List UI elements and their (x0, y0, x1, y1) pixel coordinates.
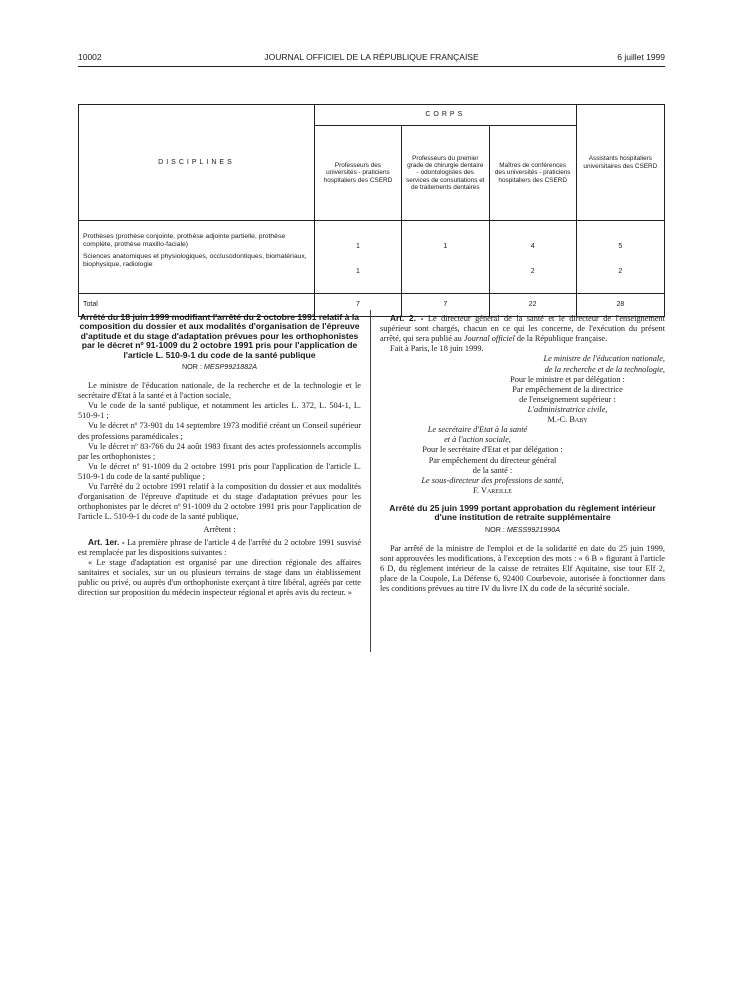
table-cell: 2 (618, 267, 623, 275)
signatory-1-line: de l'enseignement supérieur : (519, 394, 616, 404)
table-row (83, 233, 310, 250)
column-header-3: Maîtres de conférences des universités - praticiens hospitaliers des CSERD (489, 126, 576, 221)
total-cell: 7 (314, 294, 401, 317)
visa-item: Vu le décret nº 83-766 du 24 août 1983 fixant des actes professionnels accomplis par les orthophonistes ; (78, 441, 361, 461)
row-label: Sciences anatomiques et physiologiques, occlusodontiques, biomatériaux, biophysique, radiologie (83, 252, 307, 269)
corps-header: CORPS (314, 105, 576, 126)
nor-2-reference (380, 526, 665, 535)
total-label: Total (79, 294, 315, 317)
article-1-quote: « Le stage d'adaptation est organisé par une direction régionale des affaires sanitaires et sociales, sur un ou plusieurs terrains de stage dans un établissement public ou privé, ou auprès d'un orthophoniste exerçant à titre libéral, agréés par cette direction sur proposition du médecin inspecteur régional et après avis du recteur. » (78, 557, 361, 598)
table-column-2 (401, 221, 489, 294)
table-column-4 (576, 221, 664, 294)
column-divider (370, 310, 371, 652)
signatory-1-title-a-text: Le ministre de l'éducation nationale, (543, 354, 665, 364)
page-header (78, 52, 665, 66)
signatory-2-title-a-text: Le secrétaire d'Etat à la santé (427, 425, 528, 435)
signatory-2-role-text: Le sous-directeur des professions de santé, (421, 475, 564, 485)
nor-code: MESP9921882A (203, 362, 258, 372)
signatory-2-title-b-text: et à l'action sociale, (444, 435, 511, 445)
signatory-1-title-b (380, 365, 665, 375)
signatory-1-line: Par empêchement de la directrice (512, 384, 623, 394)
nor-2-label: NOR : (484, 524, 507, 534)
disciplines-table (78, 104, 665, 317)
row-label: Prothèses (prothèse conjointe, prothèse adjointe partielle, prothèse complète, prothèse maxillo-faciale) (83, 233, 286, 249)
signatory-2-title-a (380, 425, 665, 435)
visa-item: Vu le décret nº 73-901 du 14 septembre 1973 modifié créant un Conseil supérieur des professions paramédicales ; (78, 421, 361, 441)
page-number: 10002 (78, 52, 102, 62)
visa-item: Vu le décret nº 91-1009 du 2 octobre 1991 pris pour l'application de l'article L. 510-9-1 du code de la santé publique ; (78, 461, 361, 482)
decree-2-body: Par arrêté de la ministre de l'emploi et de la solidarité en date du 25 juin 1999, sont approuvées les modifications, à l'exception des mots : « 6 B » figurant à l'article 6 D, du règlement intérieur de la caisse de retraites Elf Aquitaine, sise tour Elf 2, place de la Coupole, La Défense 6, 92400 Courbevoie, autorisée à fonctionner dans les conditions prévues au titre IV du livre IX du code de la sécurité sociale. (380, 543, 665, 594)
disciplines-header: DISCIPLINES (79, 105, 315, 221)
signatory-2-line: Pour le secrétaire d'Etat et par délégation : (422, 445, 563, 455)
signatory-2-name-text: F. Vareille (473, 485, 512, 495)
visa-item: Vu le code de la santé publique, et notamment les articles L. 372, L. 504-1, L. 510-9-1 ; (78, 401, 361, 421)
decree-2-title: Arrêté du 25 juin 1999 portant approbation du règlement intérieur d'une institution de retraite supplémentaire (389, 502, 656, 523)
signatory-1-name-text: M.-C. Baby (547, 415, 588, 425)
journal-title: JOURNAL OFFICIEL DE LA RÉPUBLIQUE FRANÇAISE (264, 52, 479, 62)
signatory-2-line: Par empêchement du directeur général (428, 455, 557, 465)
column-header-1: Professeurs des universités - praticiens hospitaliers des CSERD (314, 126, 401, 221)
journal-name: Journal officiel (463, 334, 515, 344)
table-cell: 2 (530, 267, 535, 275)
signatory-1-role-text: L'administratrice civile, (527, 404, 608, 414)
table-cell: 5 (618, 243, 623, 250)
decree-title: Arrêté du 18 juin 1999 modifiant l'arrêté du 2 octobre 1991 relatif à la composition du dossier et aux modalités d'organisation de l'épreuve d'aptitude et du stage d'adaptation prévues pour les orthophonistes par le décret nº 91-1009 du 2 octobre 1991 pris pour l'application de l'article L. 510-9-1 du code de la santé publique (79, 312, 360, 360)
article-2-text-b: de la République française. (514, 334, 608, 344)
signatory-1-line: Pour le ministre et par délégation : (510, 374, 625, 384)
header-rule (78, 66, 665, 67)
left-column (78, 313, 361, 598)
table-cell: 1 (355, 267, 360, 275)
article-1-text: La première phrase de l'article 4 de l'arrêté du 2 octobre 1991 susvisé est remplacée par les dispositions suivantes : (78, 537, 362, 557)
column-header-2: Professeurs du premier grade de chirurgie dentaire - odontologistes des services de consultations et de traitements dentaires (401, 126, 489, 221)
signatory-2-name (380, 486, 665, 496)
right-column (380, 313, 665, 594)
signatory-1-title-b-text: de la recherche et de la technologie, (544, 364, 665, 374)
issue-date: 6 juillet 1999 (617, 52, 665, 62)
signatory-2-role (380, 476, 665, 486)
nor-2-code: MESS9921990A (506, 524, 561, 534)
total-cell: 28 (576, 294, 664, 317)
table-column-3 (489, 221, 576, 294)
article-2-text-a: Le directeur général de la santé et le directeur de l'enseignement supérieur sont chargés, chacun en ce qui les concerne, de l'exécution du présent arrêté, qui sera publié au (380, 314, 665, 344)
table-cell: 4 (530, 243, 535, 250)
signatory-1-title-a (380, 354, 665, 364)
total-cell: 22 (489, 294, 576, 317)
table-column-1 (314, 221, 401, 294)
table-cell: 1 (443, 243, 448, 250)
discipline-list (79, 221, 315, 294)
article-1-label: Art. 1er. - (88, 536, 125, 547)
table-cell: 1 (355, 243, 360, 250)
signatory-2-line: de la santé : (472, 465, 513, 475)
arretent-label: Arrêtent : (203, 524, 236, 534)
decree-intro: Le ministre de l'éducation nationale, de la recherche et de la technologie et le secrétaire d'Etat à la santé et à l'action sociale, (78, 381, 361, 401)
nor-reference (78, 363, 361, 372)
column-header-4: Assistants hospitaliers universitaires des CSERD (576, 105, 664, 221)
article-1 (78, 537, 361, 558)
visa-item: Vu l'arrêté du 2 octobre 1991 relatif à la composition du dossier et aux modalités d'organisation de l'épreuve d'aptitude et du stage d'adaptation prévues pour les orthophonistes par le décret nº 91-1009 du 2 octobre 1991 pris pour l'application de l'article L. 510-9-1 du code de la santé publique, (78, 482, 361, 522)
signatory-1-name (380, 415, 665, 425)
article-2-label: Art. 2. - (390, 313, 424, 323)
signatory-2-title-b (380, 435, 665, 445)
article-2 (380, 313, 665, 344)
signing-date: Fait à Paris, le 18 juin 1999. (390, 344, 484, 354)
total-cell: 7 (401, 294, 489, 317)
table-row (83, 253, 310, 270)
signatory-1-role (380, 405, 665, 415)
nor-label: NOR : (181, 362, 204, 372)
